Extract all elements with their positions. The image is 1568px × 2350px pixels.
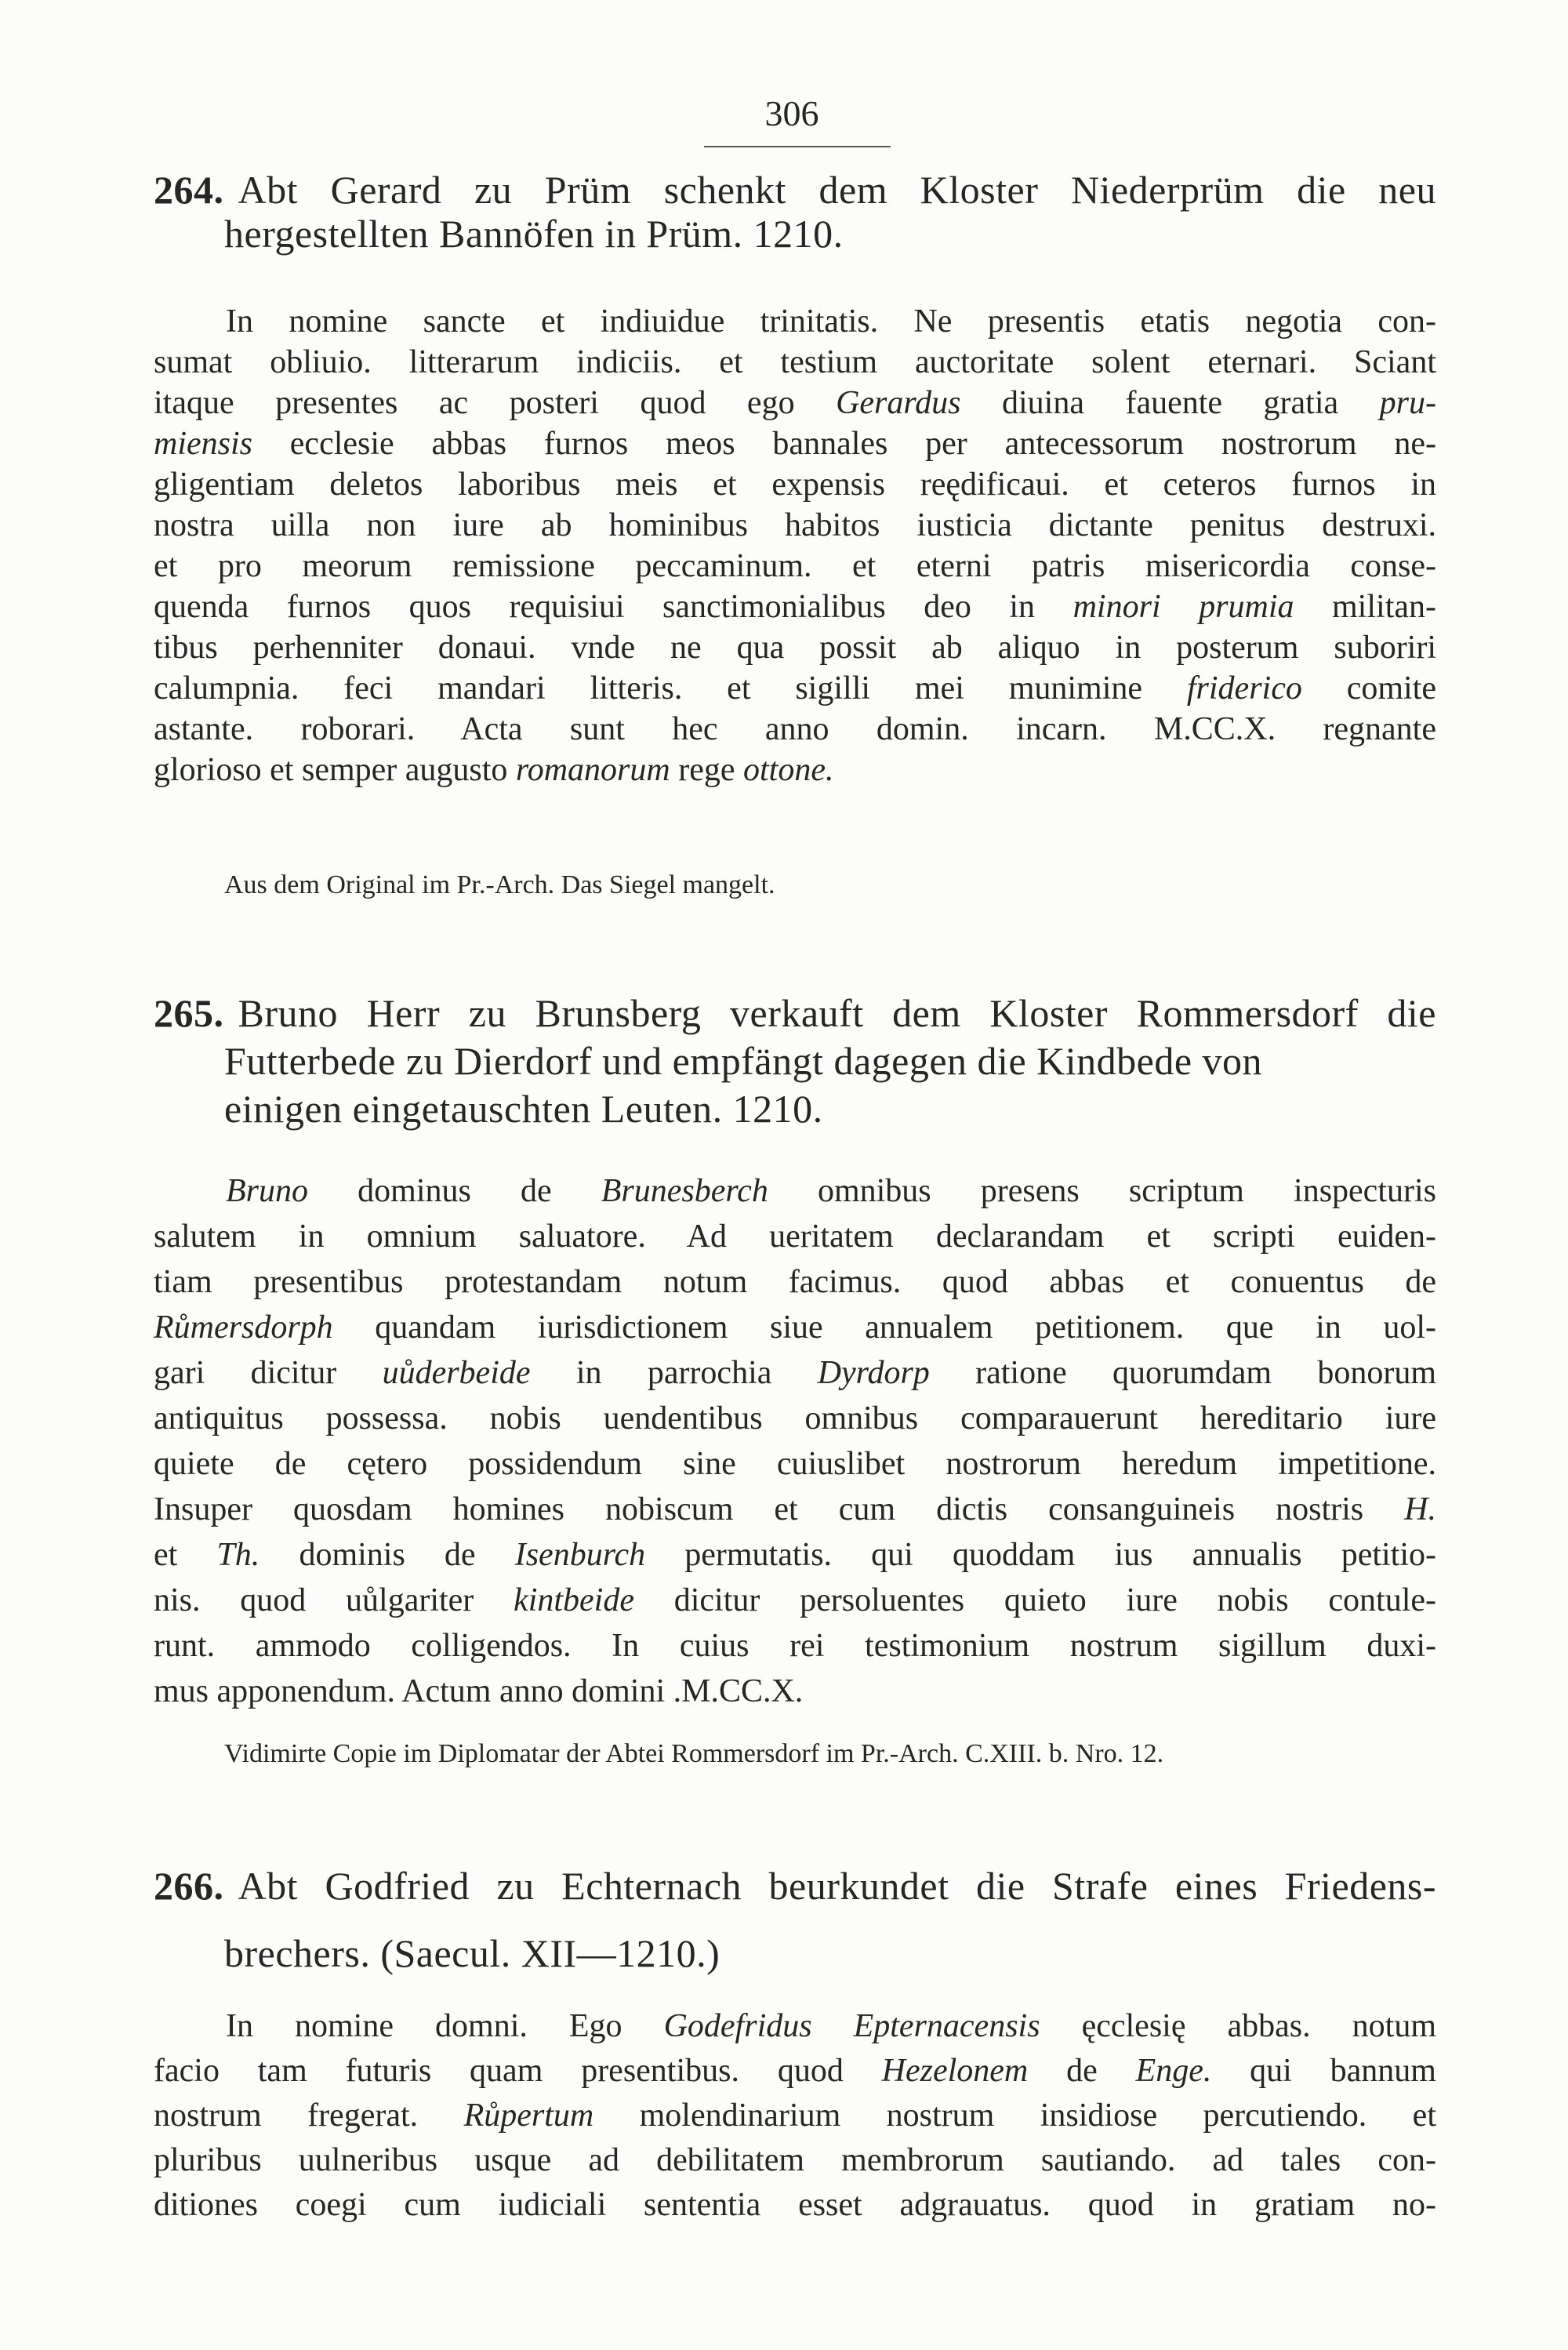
section-266-heading [154,1852,1436,1987]
text-segment: astante. roborari. Acta sunt hec anno domin. incarn. M.CC.X. regnante [154,711,1436,747]
text-line [154,2183,1436,2228]
text-segment: omnibus presens scriptum inspecturis [768,1173,1436,1209]
text-segment: facio tam futuris quam presentibus. quod [154,2053,882,2089]
text-line [154,1623,1436,1669]
text-line [154,587,1436,627]
section-264-source-note: Aus dem Original im Pr.-Arch. Das Siegel mangelt. [224,870,775,899]
heading-line [154,1852,1436,1920]
text-line [154,1532,1436,1578]
italic-name: Růpertum [463,2098,594,2134]
text-line [154,1441,1436,1487]
italic-name: Gerardus [836,385,961,421]
text-segment: mus apponendum. Actum anno domini .M.CC.X. [154,1673,804,1709]
text-line [154,1487,1436,1532]
text-line [154,1214,1436,1259]
page-number-rule [704,146,891,147]
text-segment: quandam iurisdictionem siue annualem petitionem. que in uol- [332,1309,1436,1346]
heading-text: Futterbede zu Dierdorf und empfängt dagegen die Kindbede von [224,1039,1263,1083]
heading-line [154,1085,1436,1133]
italic-name: H. [1404,1491,1436,1527]
text-segment: nis. quod uůlgariter [154,1582,514,1618]
heading-text: brechers. (Saecul. XII—1210.) [224,1931,720,1975]
text-segment: dominis de [260,1537,515,1573]
text-line [154,423,1436,464]
text-line [154,301,1436,342]
italic-name: Isenburch [514,1537,646,1573]
page-number: 306 [764,93,819,133]
text-segment: permutatis. qui quoddam ius annualis petitio- [645,1537,1436,1573]
text-segment: tibus perhenniter donaui. vnde ne qua possit ab aliquo in posterum suboriri [154,630,1436,666]
text-segment: gari dicitur [154,1355,383,1391]
document-number: 264. [154,168,224,212]
section-264-body [154,301,1436,790]
text-segment: In nomine domni. Ego [226,2008,664,2044]
text-line [154,1168,1436,1214]
heading-text: Abt Gerard zu Prüm schenkt dem Kloster Niederprüm die neu [238,168,1436,212]
text-segment: quenda furnos quos requisiui sanctimonialibus deo in [154,589,1073,625]
text-line [154,1305,1436,1350]
text-line [154,668,1436,709]
text-segment: diuina fauente gratia [960,385,1380,421]
text-segment: Insuper quosdam homines nobiscum et cum dictis consanguineis nostris [154,1491,1405,1527]
text-line [154,464,1436,505]
section-264-heading [154,168,1436,256]
text-segment: gligentiam deletos laboribus meis et expensis reędificaui. et ceteros furnos in [154,467,1436,503]
italic-name: friderico [1186,670,1302,706]
text-segment: rege [670,752,743,788]
document-number: 265. [154,991,224,1035]
section-265-source-note: Vidimirte Copie im Diplomatar der Abtei Rommersdorf im Pr.-Arch. C.XIII. b. Nro. 12. [224,1739,1164,1768]
text-segment: qui bannum [1211,2053,1436,2089]
text-segment: itaque presentes ac posteri quod ego [154,385,837,421]
italic-name: minori prumia [1073,589,1294,625]
text-line [154,505,1436,546]
text-line [154,1396,1436,1441]
heading-text: einigen eingetauschten Leuten. 1210. [224,1087,823,1131]
heading-line [154,212,1436,256]
text-segment: tiam presentibus protestandam notum facimus. quod abbas et conuentus de [154,1264,1436,1300]
text-line [154,750,1436,790]
text-segment: pluribus uulneribus usque ad debilitatem membrorum sautiando. ad tales con- [154,2142,1436,2178]
text-segment: et pro meorum remissione peccaminum. et eterni patris misericordia conse- [154,548,1436,584]
text-line [154,546,1436,587]
text-segment: dicitur persoluentes quieto iure nobis contule- [633,1582,1436,1618]
section-265-heading [154,990,1436,1133]
heading-text: Bruno Herr zu Brunsberg verkauft dem Kloster Rommersdorf die [238,991,1436,1035]
heading-text: Abt Godfried zu Echternach beurkundet die Strafe eines Friedens- [238,1864,1436,1908]
text-segment: comite [1301,670,1436,706]
italic-name: Růmersdorph [154,1309,333,1346]
italic-name: ottone. [743,752,834,788]
text-segment: militan- [1294,589,1436,625]
text-segment: in parrochia [530,1355,818,1391]
text-segment: nostra uilla non iure ab hominibus habitos iusticia dictante penitus destruxi. [154,507,1436,543]
text-line [154,1350,1436,1396]
text-line [154,2138,1436,2183]
section-266-body [154,2004,1436,2228]
text-line [154,627,1436,668]
text-segment: dominus de [308,1173,601,1209]
heading-line [154,1920,1436,1987]
italic-name: miensis [154,426,252,462]
text-line [154,1578,1436,1623]
text-line [154,2094,1436,2138]
heading-line [154,1037,1436,1085]
text-segment: et [154,1537,217,1573]
text-line [154,709,1436,750]
text-line [154,1259,1436,1305]
italic-name: Th. [216,1537,260,1573]
text-segment: de [1028,2053,1136,2089]
text-line [154,342,1436,383]
text-segment: sumat obliuio. litterarum indiciis. et testium auctoritate solent eternari. Sciant [154,344,1436,380]
italic-name: kintbeide [514,1582,634,1618]
text-segment: calumpnia. feci mandari litteris. et sigilli mei munimine [154,670,1187,706]
italic-name: Brunesberch [601,1173,768,1209]
text-segment: molendinarium nostrum insidiose percutiendo. et [593,2098,1436,2134]
text-segment: antiquitus possessa. nobis uendentibus omnibus comparauerunt hereditario iure [154,1400,1436,1437]
text-line [154,1669,1436,1714]
italic-name: Dyrdorp [817,1355,930,1391]
text-segment: ratione quorumdam bonorum [929,1355,1436,1391]
text-segment: ęcclesię abbas. notum [1040,2008,1437,2044]
italic-name: uůderbeide [382,1355,531,1391]
text-segment: runt. ammodo colligendos. In cuius rei testimonium nostrum sigillum duxi- [154,1628,1436,1664]
heading-line [154,990,1436,1037]
heading-text: hergestellten Bannöfen in Prüm. 1210. [224,212,844,256]
section-265-body [154,1168,1436,1714]
text-segment: nostrum fregerat. [154,2098,464,2134]
heading-line [154,168,1436,212]
text-line [154,383,1436,423]
document-number: 266. [154,1864,224,1908]
italic-name: romanorum [515,752,670,788]
text-segment: ditiones coegi cum iudiciali sententia esset adgrauatus. quod in gratiam no- [154,2187,1436,2223]
text-line [154,2004,1436,2049]
text-segment: In nomine sancte et indiuidue trinitatis. Ne presentis etatis negotia con- [226,303,1436,340]
text-segment: glorioso et semper augusto [154,752,516,788]
italic-name: pru- [1379,385,1436,421]
italic-name: Enge. [1135,2053,1212,2089]
text-segment: ecclesie abbas furnos meos bannales per antecessorum nostrorum ne- [252,426,1436,462]
text-segment: salutem in omnium saluatore. Ad ueritatem declarandam et scripti euiden- [154,1219,1436,1255]
italic-name: Godefridus Epternacensis [663,2008,1040,2044]
italic-name: Bruno [226,1173,308,1209]
text-line [154,2049,1436,2094]
italic-name: Hezelonem [881,2053,1029,2089]
text-segment: quiete de cętero possidendum sine cuiuslibet nostrorum heredum impetitione. [154,1446,1436,1482]
